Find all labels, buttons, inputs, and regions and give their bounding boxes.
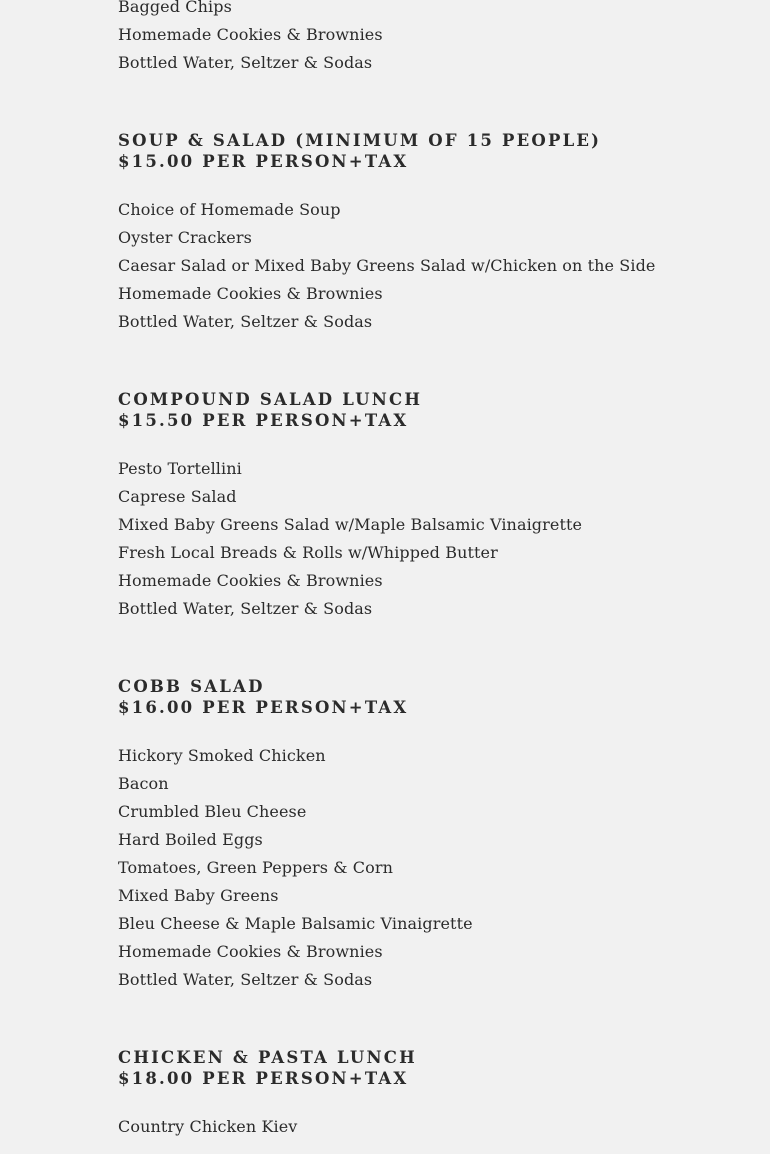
- section-title: CHICKEN & PASTA LUNCH: [118, 1048, 417, 1067]
- menu-section-cobb-salad: [118, 676, 758, 994]
- menu-item: Mixed Baby Greens Salad w/Maple Balsamic Vinaigrette: [118, 515, 583, 534]
- menu-item: Homemade Cookies & Brownies: [118, 284, 383, 303]
- menu-item: Bleu Cheese & Maple Balsamic Vinaigrette: [118, 914, 473, 933]
- menu-item: Bottled Water, Seltzer & Sodas: [118, 312, 373, 331]
- section-price: $18.00 PER PERSON+TAX: [118, 1069, 409, 1088]
- menu-item: Bacon: [118, 774, 169, 793]
- intro-items: [118, 0, 758, 77]
- menu-section-compound-salad: [118, 389, 758, 623]
- menu-item: Hard Boiled Eggs: [118, 830, 263, 849]
- menu-item: Crumbled Bleu Cheese: [118, 802, 307, 821]
- menu-item: Homemade Cookies & Brownies: [118, 25, 383, 44]
- section-title: COMPOUND SALAD LUNCH: [118, 390, 423, 409]
- menu-item: Homemade Cookies & Brownies: [118, 942, 383, 961]
- menu-item: Homemade Cookies & Brownies: [118, 571, 383, 590]
- menu-section-soup-salad: [118, 130, 758, 336]
- section-price: $16.00 PER PERSON+TAX: [118, 698, 409, 717]
- menu-item: Choice of Homemade Soup: [118, 200, 341, 219]
- menu-item: Bottled Water, Seltzer & Sodas: [118, 53, 373, 72]
- menu-item: Bagged Chips: [118, 0, 232, 16]
- section-price: $15.00 PER PERSON+TAX: [118, 152, 409, 171]
- menu-item: Tomatoes, Green Peppers & Corn: [118, 858, 394, 877]
- menu-item: Caesar Salad or Mixed Baby Greens Salad w/Chicken on the Side: [118, 256, 656, 275]
- menu-item: Pesto Tortellini: [118, 459, 242, 478]
- menu-item: Fresh Local Breads & Rolls w/Whipped Butter: [118, 543, 498, 562]
- menu-item: Bottled Water, Seltzer & Sodas: [118, 599, 373, 618]
- menu-item: Hickory Smoked Chicken: [118, 746, 326, 765]
- section-title: SOUP & SALAD (MINIMUM OF 15 PEOPLE): [118, 131, 602, 150]
- menu-item: Country Chicken Kiev: [118, 1117, 298, 1136]
- section-price: $15.50 PER PERSON+TAX: [118, 411, 409, 430]
- section-title: COBB SALAD: [118, 677, 265, 696]
- menu-item: Caprese Salad: [118, 487, 237, 506]
- menu-item: Bottled Water, Seltzer & Sodas: [118, 970, 373, 989]
- menu-content: [118, 0, 758, 1141]
- menu-section-chicken-pasta: [118, 1047, 758, 1141]
- menu-item: Mixed Baby Greens: [118, 886, 279, 905]
- menu-item: Oyster Crackers: [118, 228, 252, 247]
